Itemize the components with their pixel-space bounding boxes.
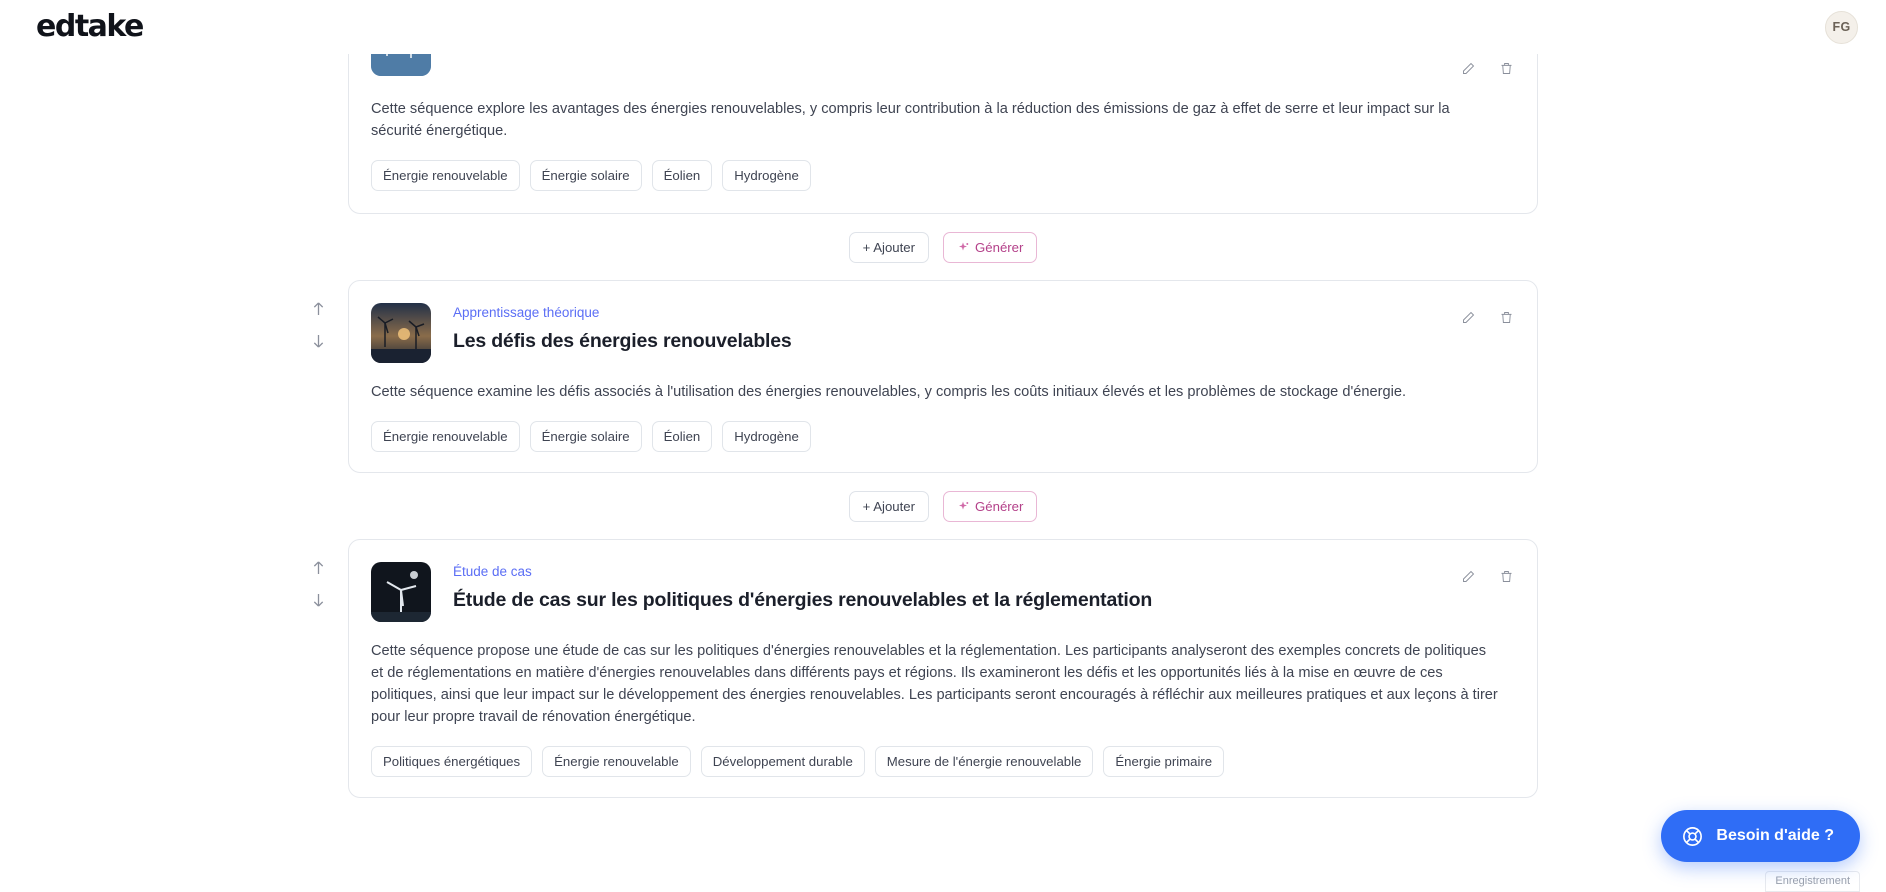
trash-icon[interactable] [1497,59,1515,76]
generate-sequence-button[interactable] [943,232,1037,263]
sequence-list-scroll-area[interactable] [0,54,1886,892]
sequence-thumbnail [371,562,431,622]
sequence-card [348,280,1538,473]
sequence-thumbnail [371,54,431,76]
lifebuoy-icon [1681,825,1704,848]
generate-sequence-label: Générer [975,240,1024,255]
tag[interactable]: Énergie primaire [1103,746,1224,777]
trash-icon[interactable] [1497,308,1515,326]
sequence-card-actions [1459,303,1515,326]
help-button[interactable] [1661,810,1860,862]
insert-sequence-actions [0,473,1886,539]
avatar[interactable]: FG [1825,11,1858,44]
tag[interactable]: Éolien [652,421,713,452]
sequence-thumbnail [371,303,431,363]
pencil-icon[interactable] [1459,59,1477,76]
add-sequence-button[interactable]: + Ajouter [849,232,929,263]
app-logo[interactable]: edtake [36,9,143,44]
tag[interactable]: Énergie solaire [530,421,642,452]
sequence-card-actions [1459,562,1515,585]
tag[interactable]: Énergie renouvelable [371,421,520,452]
tag[interactable]: Mesure de l'énergie renouvelable [875,746,1094,777]
pencil-icon[interactable] [1459,567,1477,585]
app-header [0,0,1886,54]
add-sequence-button[interactable]: + Ajouter [849,491,929,522]
sequence-card [348,539,1538,798]
insert-sequence-actions [0,214,1886,280]
sequence-card-wrapper [348,280,1538,473]
sequence-description: Cette séquence examine les défis associés à l'utilisation des énergies renouvelables, y compris les coûts initiaux élevés et les problèmes de stockage d'énergie. [371,384,1406,400]
arrow-down-icon[interactable] [310,592,326,608]
tag[interactable]: Éolien [652,160,713,191]
sequence-reorder-controls [310,559,326,608]
trash-icon[interactable] [1497,567,1515,585]
autosave-status: Enregistrement [1765,871,1860,892]
arrow-up-icon[interactable] [310,300,326,316]
sequence-description: Cette séquence propose une étude de cas sur les politiques d'énergies renouvelables et la réglementation. Les participants analyseront des exemples concrets de politiques et de réglementations en matière d'énergies renouvelables dans différents pays et régions. Ils examineront les défis et les opportunités liés à la mise en œuvre de ces politiques, ainsi que leur impact sur le développement des énergies renouvelables. Les participants seront encouragés à réfléchir aux meilleures pratiques et aux leçons à tirer pour leur propre travail de rénovation énergétique. [371,643,1498,725]
sequence-tags [371,421,1515,452]
sequence-kicker: Apprentissage théorique [453,305,600,320]
pencil-icon[interactable] [1459,308,1477,326]
sequence-tags [371,160,1515,191]
sequence-card-actions [1459,54,1515,76]
generate-sequence-button[interactable] [943,491,1037,522]
sequence-title: Étude de cas sur les politiques d'énergies renouvelables et la réglementation [453,589,1153,611]
sequence-card-wrapper [348,54,1538,214]
tag[interactable]: Politiques énergétiques [371,746,532,777]
sequence-title: Les défis des énergies renouvelables [453,330,792,352]
tag[interactable]: Hydrogène [722,160,811,191]
arrow-down-icon[interactable] [310,333,326,349]
sequence-tags [371,746,1515,777]
sequence-kicker: Étude de cas [453,564,532,579]
sparkle-icon [957,242,969,254]
tag[interactable]: Développement durable [701,746,865,777]
sequence-reorder-controls [310,300,326,349]
tag[interactable]: Énergie solaire [530,160,642,191]
tag[interactable]: Hydrogène [722,421,811,452]
sequence-card-wrapper [348,539,1538,798]
sequence-card [348,54,1538,214]
generate-sequence-label: Générer [975,499,1024,514]
tag[interactable]: Énergie renouvelable [371,160,520,191]
tag[interactable]: Énergie renouvelable [542,746,691,777]
help-button-label: Besoin d'aide ? [1716,827,1834,844]
arrow-up-icon[interactable] [310,559,326,575]
sequence-description: Cette séquence explore les avantages des énergies renouvelables, y compris leur contribution à la réduction des émissions de gaz à effet de serre et leur impact sur la sécurité énergétique. [371,101,1450,139]
sparkle-icon [957,501,969,513]
